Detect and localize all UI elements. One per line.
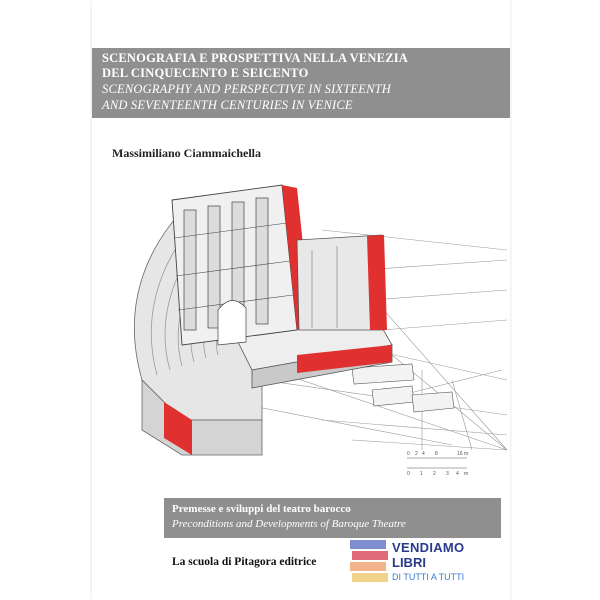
series-band (164, 498, 501, 538)
publisher-name: La scuola di Pitagora editrice (172, 556, 317, 568)
badge-line1: VENDIAMO (392, 540, 465, 555)
title-en-line2: AND SEVENTEENTH CENTURIES IN VENICE (102, 98, 353, 112)
scale-top-4: 4 (422, 451, 425, 457)
badge-line3: DI TUTTI A TUTTI (392, 572, 465, 582)
vendiamo-libri-badge (350, 540, 500, 586)
scale-bottom-1: 1 (420, 471, 423, 477)
book-cover (92, 0, 510, 600)
series-title-it: Premesse e sviluppi del teatro barocco (172, 503, 351, 515)
scale-top-8: 8 (435, 451, 438, 457)
scale-top-unit: m (464, 451, 469, 457)
series-title-en: Preconditions and Developments of Baroque Theatre (172, 518, 406, 530)
scale-bottom-3: 3 (446, 471, 449, 477)
scale-top-2: 2 (415, 451, 418, 457)
title-band (92, 48, 510, 118)
badge-line2: LIBRI (392, 555, 426, 570)
title-it-line2: DEL CINQUECENTO E SEICENTO (102, 66, 309, 80)
scale-bar (407, 451, 468, 477)
theatre-axonometric-illustration (122, 180, 512, 480)
scale-bottom-0: 0 (407, 471, 410, 477)
title-en-line1: SCENOGRAPHY AND PERSPECTIVE IN SIXTEENTH (102, 82, 392, 96)
scale-bottom-unit: m (464, 471, 469, 477)
scale-top-0: 0 (407, 451, 410, 457)
author-name: Massimiliano Ciammaichella (112, 146, 261, 160)
scale-bottom-2: 2 (433, 471, 436, 477)
scale-top-16: 16 (457, 451, 463, 457)
scale-bottom-4: 4 (456, 471, 459, 477)
title-it-line1: SCENOGRAFIA E PROSPETTIVA NELLA VENEZIA (102, 51, 409, 65)
